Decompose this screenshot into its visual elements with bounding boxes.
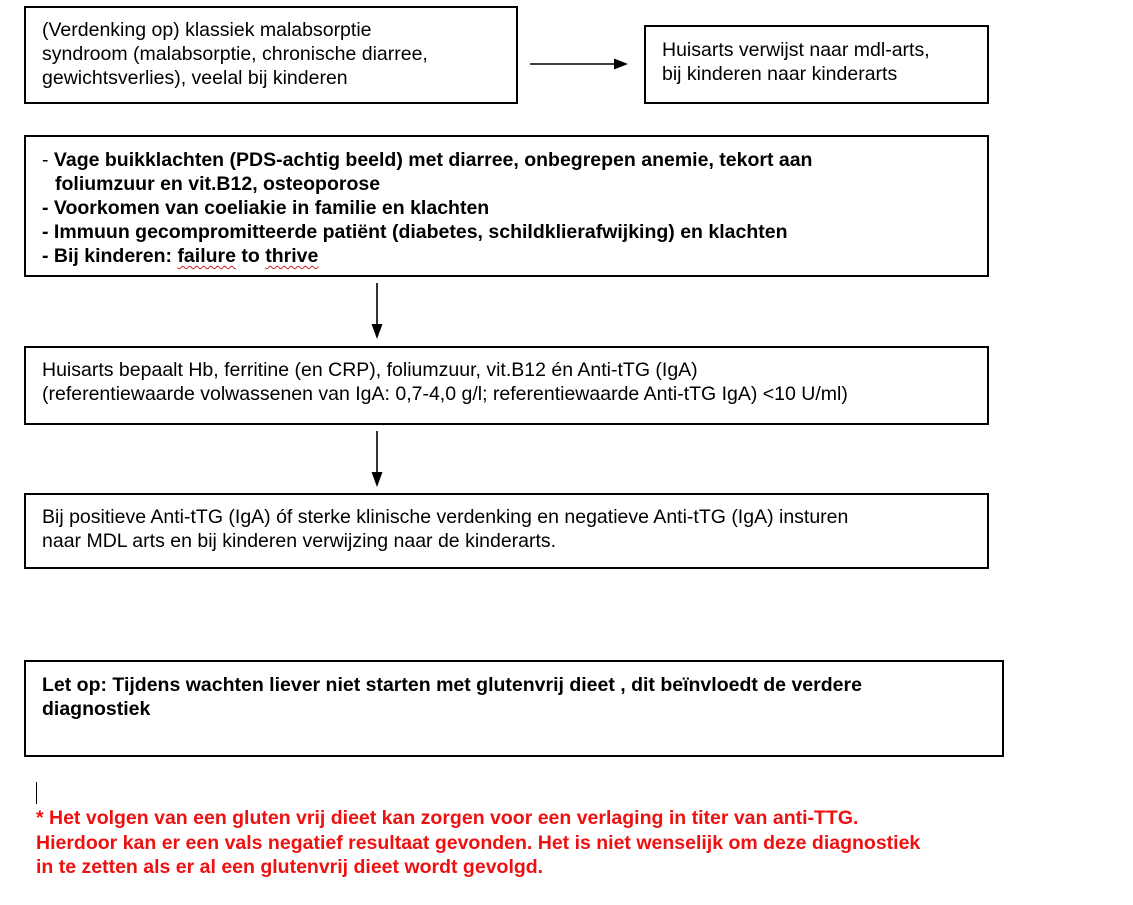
symptoms-item-1-dash: - xyxy=(42,149,54,171)
classic-malabsorption-box xyxy=(24,6,518,104)
text-cursor xyxy=(36,782,37,804)
classic-box-line-3: gewichtsverlies), veelal bij kinderen xyxy=(42,67,348,89)
positive-result-box xyxy=(24,493,989,569)
spellcheck-word-thrive: thrive xyxy=(265,245,319,267)
labs-box-line-1: Huisarts bepaalt Hb, ferritine (en CRP), foliumzuur, vit.B12 én Anti-tTG (IgA) xyxy=(42,359,698,381)
referral-box xyxy=(644,25,989,104)
referral-box-line-2: bij kinderen naar kinderarts xyxy=(662,63,898,85)
classic-box-line-2: syndroom (malabsorptie, chronische diarree, xyxy=(42,43,428,65)
symptoms-item-4-mid: to xyxy=(235,245,266,267)
arrow-down-icon xyxy=(369,430,385,490)
footnote-line-3: in te zetten als er al een glutenvrij dieet wordt gevolgd. xyxy=(36,856,544,878)
symptoms-box xyxy=(24,135,989,277)
symptoms-item-3: - Immuun gecompromitteerde patiënt (diabetes, schildklierafwijking) en klachten xyxy=(42,221,788,243)
footnote-line-2: Hierdoor kan er een vals negatief resultaat gevonden. Het is niet wenselijk om deze diagnostiek xyxy=(36,831,921,854)
positive-box-line-1: Bij positieve Anti-tTG (IgA) óf sterke klinische verdenking en negatieve Anti-tTG (IgA) insturen xyxy=(42,506,849,528)
referral-box-line-1: Huisarts verwijst naar mdl-arts, xyxy=(662,39,930,61)
note-box-line-1: Let op: Tijdens wachten liever niet starten met glutenvrij dieet , dit beïnvloedt de verdere xyxy=(42,674,862,696)
footnote-line-1: * Het volgen van een gluten vrij dieet kan zorgen voor een verlaging in titer van anti-TTG. xyxy=(36,807,859,829)
symptoms-item-2: - Voorkomen van coeliakie in familie en klachten xyxy=(42,197,490,219)
symptoms-item-4-prefix: - Bij kinderen: xyxy=(42,245,178,267)
footnote xyxy=(36,806,1116,880)
symptoms-item-1-line-1 xyxy=(42,148,987,172)
symptoms-item-1-line-2: foliumzuur en vit.B12, osteoporose xyxy=(55,173,381,195)
arrow-down-icon xyxy=(369,282,385,342)
symptoms-item-4 xyxy=(42,244,987,268)
lab-tests-box xyxy=(24,346,989,425)
classic-box-line-1: (Verdenking op) klassiek malabsorptie xyxy=(42,19,372,41)
spellcheck-word-failure: failure xyxy=(177,245,236,267)
labs-box-line-2: (referentiewaarde volwassenen van IgA: 0,7-4,0 g/l; referentiewaarde Anti-tTG IgA) <10 U/ml) xyxy=(42,383,848,405)
symptoms-item-1-text: Vage buikklachten (PDS-achtig beeld) met diarree, onbegrepen anemie, tekort aan xyxy=(53,149,813,171)
warning-note-box xyxy=(24,660,1004,757)
positive-box-line-2: naar MDL arts en bij kinderen verwijzing naar de kinderarts. xyxy=(42,530,557,552)
note-box-line-2: diagnostiek xyxy=(42,698,151,720)
arrow-right-icon xyxy=(528,56,632,72)
